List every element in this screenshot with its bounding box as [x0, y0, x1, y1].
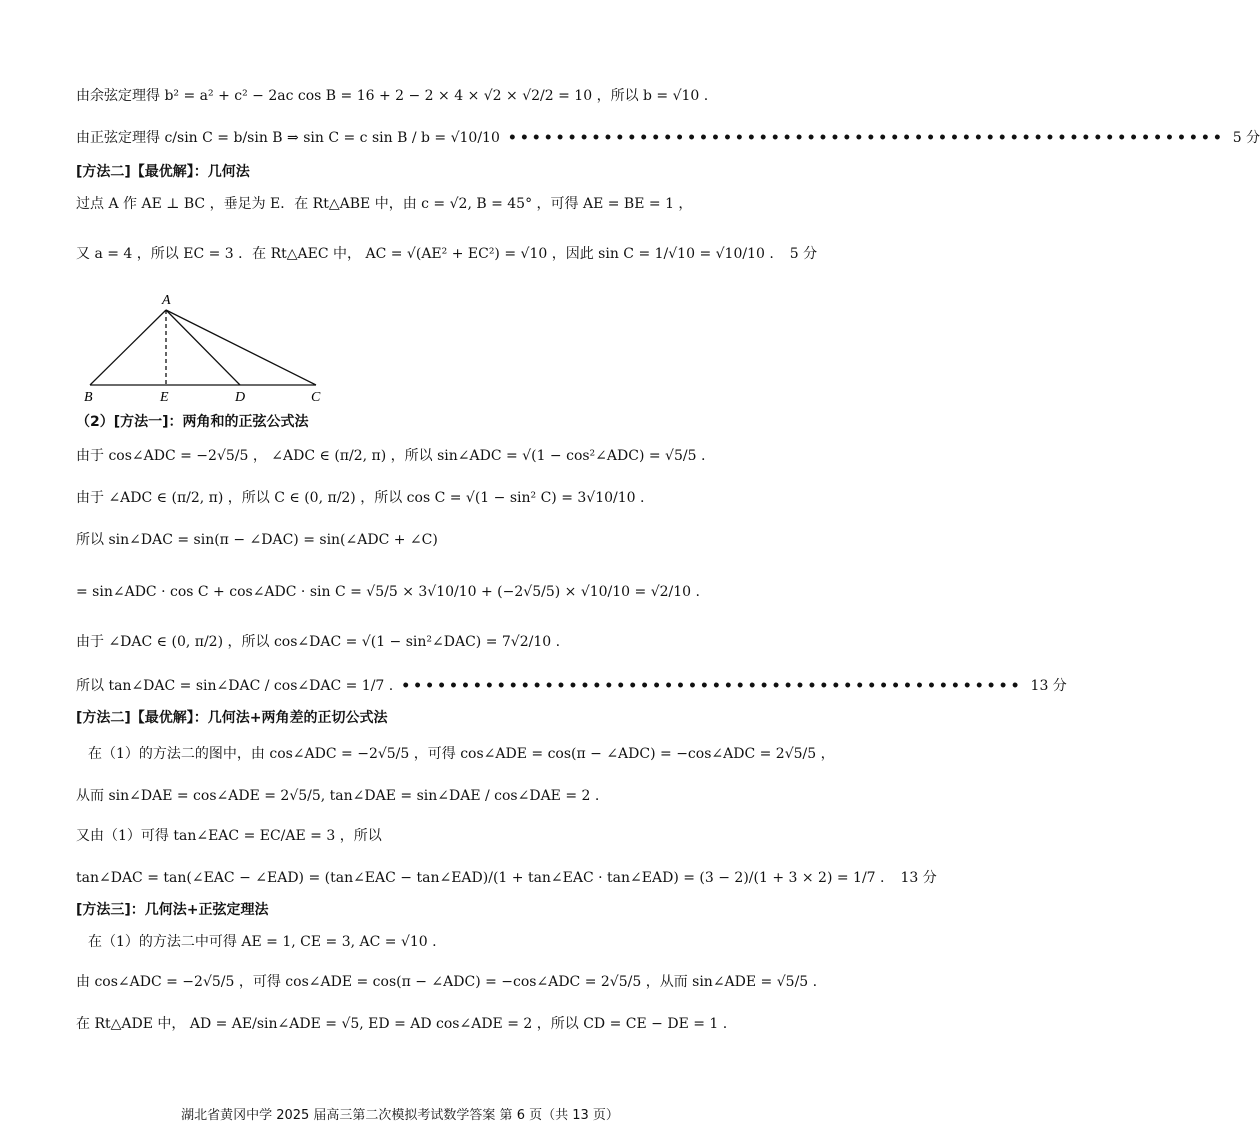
line-perpendicular: 过点 A 作 AE ⊥ BC ，垂足为 E．在 Rt△ABE 中，由 c = √2, B = 45° ，可得 AE = BE = 1 ，	[76, 196, 693, 212]
leader-dots: ••••••••••••••••••••••••••••••••••••••••••••••••••••	[401, 678, 1023, 694]
line-tan-dac: 所以 tan∠DAC = sin∠DAC / cos∠DAC = 1/7 . •••••••••••••••••••••••••••••••••••••••••••••••••••• 13 分	[76, 678, 1067, 694]
label-d: D	[235, 390, 246, 405]
line-sin-adc: 由于 cos∠ADC = −2√5/5 ， ∠ADC ∈ (π/2, π) ，所以 sin∠ADC = √(1 − cos²∠ADC) = √5/5 .	[76, 448, 706, 464]
segment-ab	[90, 310, 166, 385]
line-cosine-law: 由余弦定理得 b² = a² + c² − 2ac cos B = 16 + 2 − 2 × 4 × √2 × √2/2 = 10 ，所以 b = √10 .	[76, 88, 709, 104]
line-sin-ade: 由 cos∠ADC = −2√5/5 ，可得 cos∠ADE = cos(π − ∠ADC) = −cos∠ADC = 2√5/5 ，从而 sin∠ADE = √5/5 .	[76, 974, 818, 990]
line-tan-dae: 从而 sin∠DAE = cos∠ADE = 2√5/5, tan∠DAE = sin∠DAE / cos∠DAE = 2 .	[76, 788, 600, 804]
line-sine-law: 由正弦定理得 c/sin C = b/sin B ⇒ sin C = c sin B / b = √10/10 •••••••••••••••••••••••••••••••••••••••••••••••••••••••••••• 5 分	[76, 130, 1260, 146]
label-b: B	[84, 390, 93, 405]
line-tan-eac: 又由（1）可得 tan∠EAC = EC/AE = 3 ，所以	[76, 828, 382, 844]
heading-method-three: [方法三]：几何法+正弦定理法	[76, 902, 269, 918]
line-sin-dac: 所以 sin∠DAC = sin(π − ∠DAC) = sin(∠ADC + ∠C)	[76, 532, 438, 548]
segment-ac	[166, 310, 316, 385]
score-label: 13 分	[900, 870, 937, 886]
line-cos-ade: 在（1）的方法二的图中，由 cos∠ADC = −2√5/5 ，可得 cos∠ADE = cos(π − ∠ADC) = −cos∠ADC = 2√5/5 ，	[88, 746, 835, 762]
line-right-triangle-ade: 在 Rt△ADE 中， AD = AE/sin∠ADE = √5, ED = AD cos∠ADE = 2 ，所以 CD = CE − DE = 1 .	[76, 1016, 728, 1032]
label-e: E	[160, 390, 169, 405]
label-c: C	[311, 390, 321, 405]
heading-part-two-method-one: （2）[方法一]：两角和的正弦公式法	[76, 414, 309, 430]
heading-method-two: [方法二]【最优解】：几何法	[76, 164, 250, 180]
line-tan-difference: tan∠DAC = tan(∠EAC − ∠EAD) = (tan∠EAC − tan∠EAD)/(1 + tan∠EAC · tan∠EAD) = (3 − 2)/(1 + 3 × 2) = 1/7 . 13 分	[76, 870, 937, 886]
segment-ad	[166, 310, 240, 385]
label-a: A	[162, 293, 171, 308]
score-label: 13 分	[1030, 678, 1067, 694]
line-right-triangle-aec: 又 a = 4 ，所以 EC = 3 ．在 Rt△AEC 中， AC = √(AE² + EC²) = √10 ，因此 sin C = 1/√10 = √10/10 . 5 分	[76, 246, 818, 262]
score-label: 5 分	[789, 246, 818, 262]
line-cos-dac: 由于 ∠DAC ∈ (0, π/2) ，所以 cos∠DAC = √(1 − sin²∠DAC) = 7√2/10 .	[76, 634, 561, 650]
leader-dots: ••••••••••••••••••••••••••••••••••••••••••••••••••••••••••••	[507, 130, 1225, 146]
line-sin-dac-expansion: = sin∠ADC · cos C + cos∠ADC · sin C = √5/5 × 3√10/10 + (−2√5/5) × √10/10 = √2/10 .	[76, 584, 700, 600]
triangle-figure	[80, 290, 340, 406]
page-footer: 湖北省黄冈中学 2025 届高三第二次模拟考试数学答案 第 6 页（共 13 页）	[181, 1108, 619, 1123]
score-label: 5 分	[1232, 130, 1260, 146]
heading-method-two-tangent: [方法二]【最优解】：几何法+两角差的正切公式法	[76, 710, 388, 726]
line-cos-c: 由于 ∠ADC ∈ (π/2, π) ，所以 C ∈ (0, π/2) ，所以 cos C = √(1 − sin² C) = 3√10/10 .	[76, 490, 645, 506]
line-known-lengths: 在（1）的方法二中可得 AE = 1, CE = 3, AC = √10 .	[88, 934, 437, 950]
